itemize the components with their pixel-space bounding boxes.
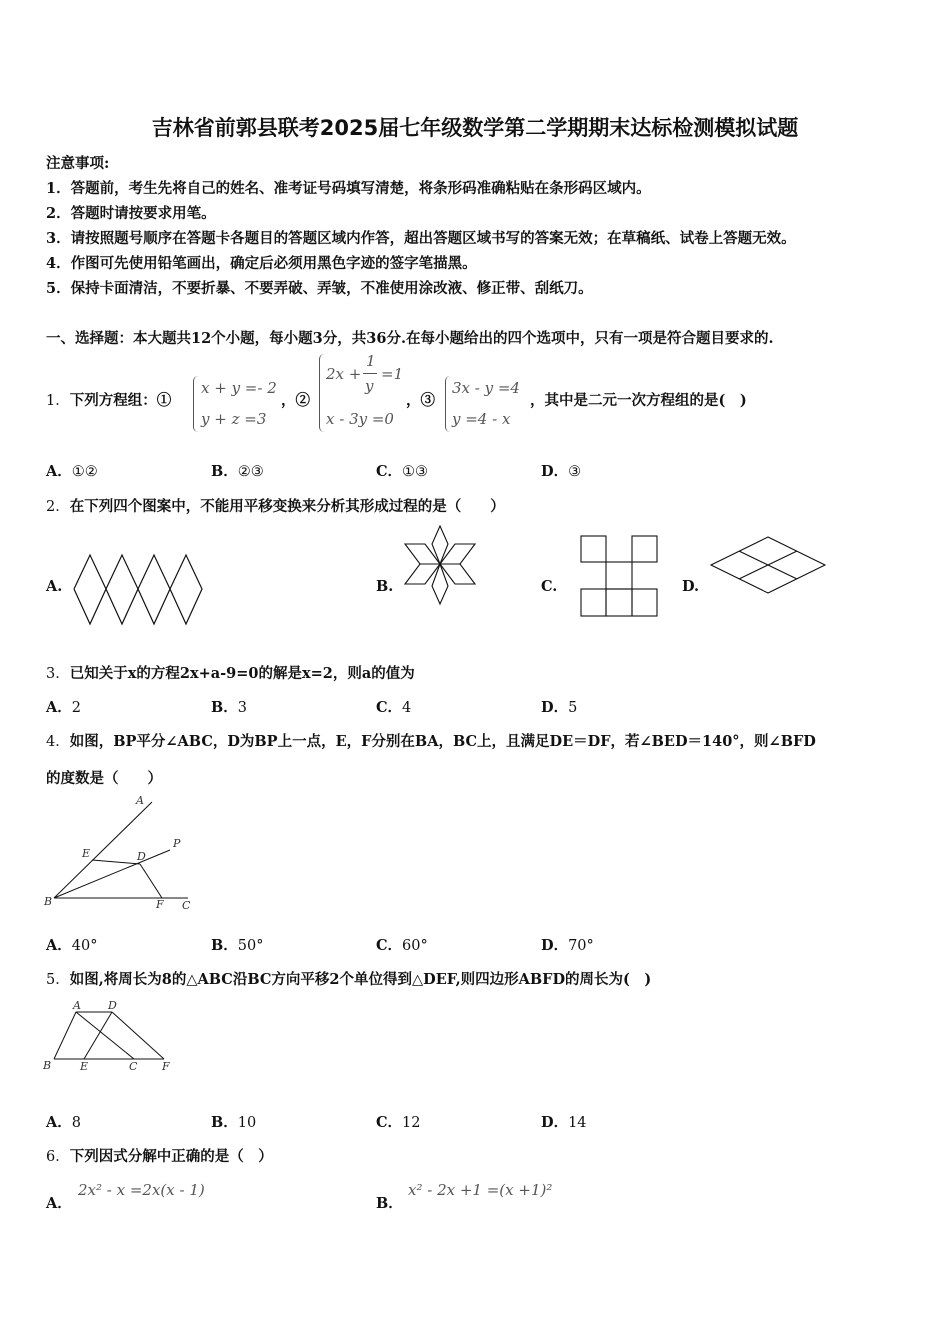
question-number: 2． xyxy=(46,499,70,515)
q6-stem: 下列因式分解中正确的是（ ） xyxy=(69,1148,273,1165)
q2-label-b[interactable]: B. xyxy=(376,578,394,595)
q4-option-a[interactable]: A．40° xyxy=(46,937,98,954)
question-4-stem xyxy=(46,730,816,751)
question-3-stem xyxy=(46,662,415,683)
fraction-bar xyxy=(363,373,377,374)
sys3-eq2: y =4 - x xyxy=(452,410,511,428)
sys2-bottom: x - 3y =0 xyxy=(326,410,394,428)
q2-label-d[interactable]: D. xyxy=(682,578,700,595)
sys1-eq2: y + z =3 xyxy=(201,410,267,428)
label-f: F xyxy=(162,1060,170,1073)
question-5-stem xyxy=(46,968,651,989)
question-2-stem xyxy=(46,495,505,516)
page-title: 吉林省前郭县联考2025届七年级数学第二学期期末达标检测模拟试题 xyxy=(151,116,799,140)
sys3-eq1: 3x - y =4 xyxy=(452,379,520,397)
question-number: 1． xyxy=(46,393,70,409)
q4-option-c[interactable]: C．60° xyxy=(376,937,428,954)
q1-stem-b: ，其中是二元一次方程组的是( ) xyxy=(530,392,747,409)
label-p: P xyxy=(173,837,181,850)
q3-option-a[interactable]: A．2 xyxy=(46,699,81,716)
q1-stem-a: 下列方程组：① xyxy=(69,392,172,409)
q1-option-d[interactable]: D．③ xyxy=(541,463,582,480)
note-item: 2．答题时请按要求用笔。 xyxy=(46,205,216,222)
q2-figure-a xyxy=(72,552,214,628)
label-b: B xyxy=(44,895,53,908)
q2-figure-d xyxy=(708,534,828,596)
note-item: 4．作图可先使用铅笔画出，确定后必须用黑色字迹的签字笔描黑。 xyxy=(46,255,477,272)
q3-option-d[interactable]: D．5 xyxy=(541,699,578,716)
q5-figure xyxy=(40,996,180,1076)
brace-3 xyxy=(445,376,450,432)
note-item: 1．答题前，考生先将自己的姓名、准考证号码填写清楚，将条形码准确粘贴在条形码区域内。 xyxy=(46,180,651,197)
label-d: D xyxy=(108,999,117,1012)
q2-label-c[interactable]: C. xyxy=(541,578,558,595)
q5-option-d[interactable]: D．14 xyxy=(541,1114,587,1131)
q1-sep2: ，② xyxy=(281,392,310,409)
q4-stem: 如图，BP平分∠ABC，D为BP上一点，E，F分别在BA，BC上，且满足DE＝DF，若∠BED＝140°，则∠BFD xyxy=(69,733,816,750)
q2-label-a[interactable]: A. xyxy=(46,578,63,595)
q6-option-b-expr: x² - 2x +1 =(x +1)² xyxy=(408,1181,553,1199)
label-c: C xyxy=(129,1060,138,1073)
q4-option-b[interactable]: B．50° xyxy=(211,937,264,954)
brace-1 xyxy=(193,376,198,432)
q4-stem-2: 的度数是（ ） xyxy=(46,770,162,787)
q1-option-a[interactable]: A．①② xyxy=(46,463,98,480)
label-e: E xyxy=(82,847,91,860)
q1-sep3: ，③ xyxy=(406,392,435,409)
question-number: 5． xyxy=(46,972,70,988)
label-a: A xyxy=(136,794,144,807)
q1-option-c[interactable]: C．①③ xyxy=(376,463,429,480)
question-number: 6． xyxy=(46,1149,70,1165)
question-number: 4． xyxy=(46,734,70,750)
brace-2 xyxy=(319,354,324,432)
sys2-top-b: =1 xyxy=(381,365,404,383)
label-d: D xyxy=(137,850,146,863)
q4-option-d[interactable]: D．70° xyxy=(541,937,594,954)
q5-option-a[interactable]: A．8 xyxy=(46,1114,81,1131)
note-item: 5．保持卡面清洁，不要折暴、不要弄破、弄皱，不准使用涂改液、修正带、刮纸刀。 xyxy=(46,280,593,297)
question-1-stem xyxy=(46,389,171,410)
q3-option-c[interactable]: C．4 xyxy=(376,699,412,716)
q6-option-a-expr: 2x² - x =2x(x - 1) xyxy=(78,1181,205,1199)
label-b: B xyxy=(43,1059,52,1072)
q6-option-a[interactable]: A． xyxy=(46,1195,72,1212)
q2-figure-c xyxy=(578,534,662,620)
sys2-frac-den: y xyxy=(365,377,374,395)
q5-stem: 如图,将周长为8的△ABC沿BC方向平移2个单位得到△DEF,则四边形ABFD的周长为( ) xyxy=(69,971,652,988)
notes-heading: 注意事项: xyxy=(46,155,110,172)
label-f: F xyxy=(156,898,164,911)
label-c: C xyxy=(182,899,191,912)
q1-option-b[interactable]: B．②③ xyxy=(211,463,264,480)
q3-option-b[interactable]: B．3 xyxy=(211,699,247,716)
q6-option-b[interactable]: B． xyxy=(376,1195,403,1212)
sys2-top-a: 2x + xyxy=(326,365,362,383)
q3-stem: 已知关于x的方程2x+a-9=0的解是x=2，则a的值为 xyxy=(69,665,415,682)
q4-figure xyxy=(40,790,200,915)
q2-stem: 在下列四个图案中，不能用平移变换来分析其形成过程的是（ ） xyxy=(69,498,505,515)
q5-option-b[interactable]: B．10 xyxy=(211,1114,257,1131)
section-heading: 一、选择题：本大题共12个小题，每小题3分，共36分.在每小题给出的四个选项中，只有一项是符合题目要求的. xyxy=(46,330,774,347)
label-e: E xyxy=(80,1060,89,1073)
q5-option-c[interactable]: C．12 xyxy=(376,1114,421,1131)
label-a: A xyxy=(73,999,81,1012)
sys2-frac-num: 1 xyxy=(366,352,376,370)
q2-figure-b xyxy=(400,524,480,606)
sys1-eq1: x + y =- 2 xyxy=(201,379,277,397)
question-6-stem xyxy=(46,1145,273,1166)
note-item: 3．请按照题号顺序在答题卡各题目的答题区域内作答，超出答题区域书写的答案无效；在草稿纸、试卷上答题无效。 xyxy=(46,230,796,247)
question-number: 3． xyxy=(46,666,70,682)
